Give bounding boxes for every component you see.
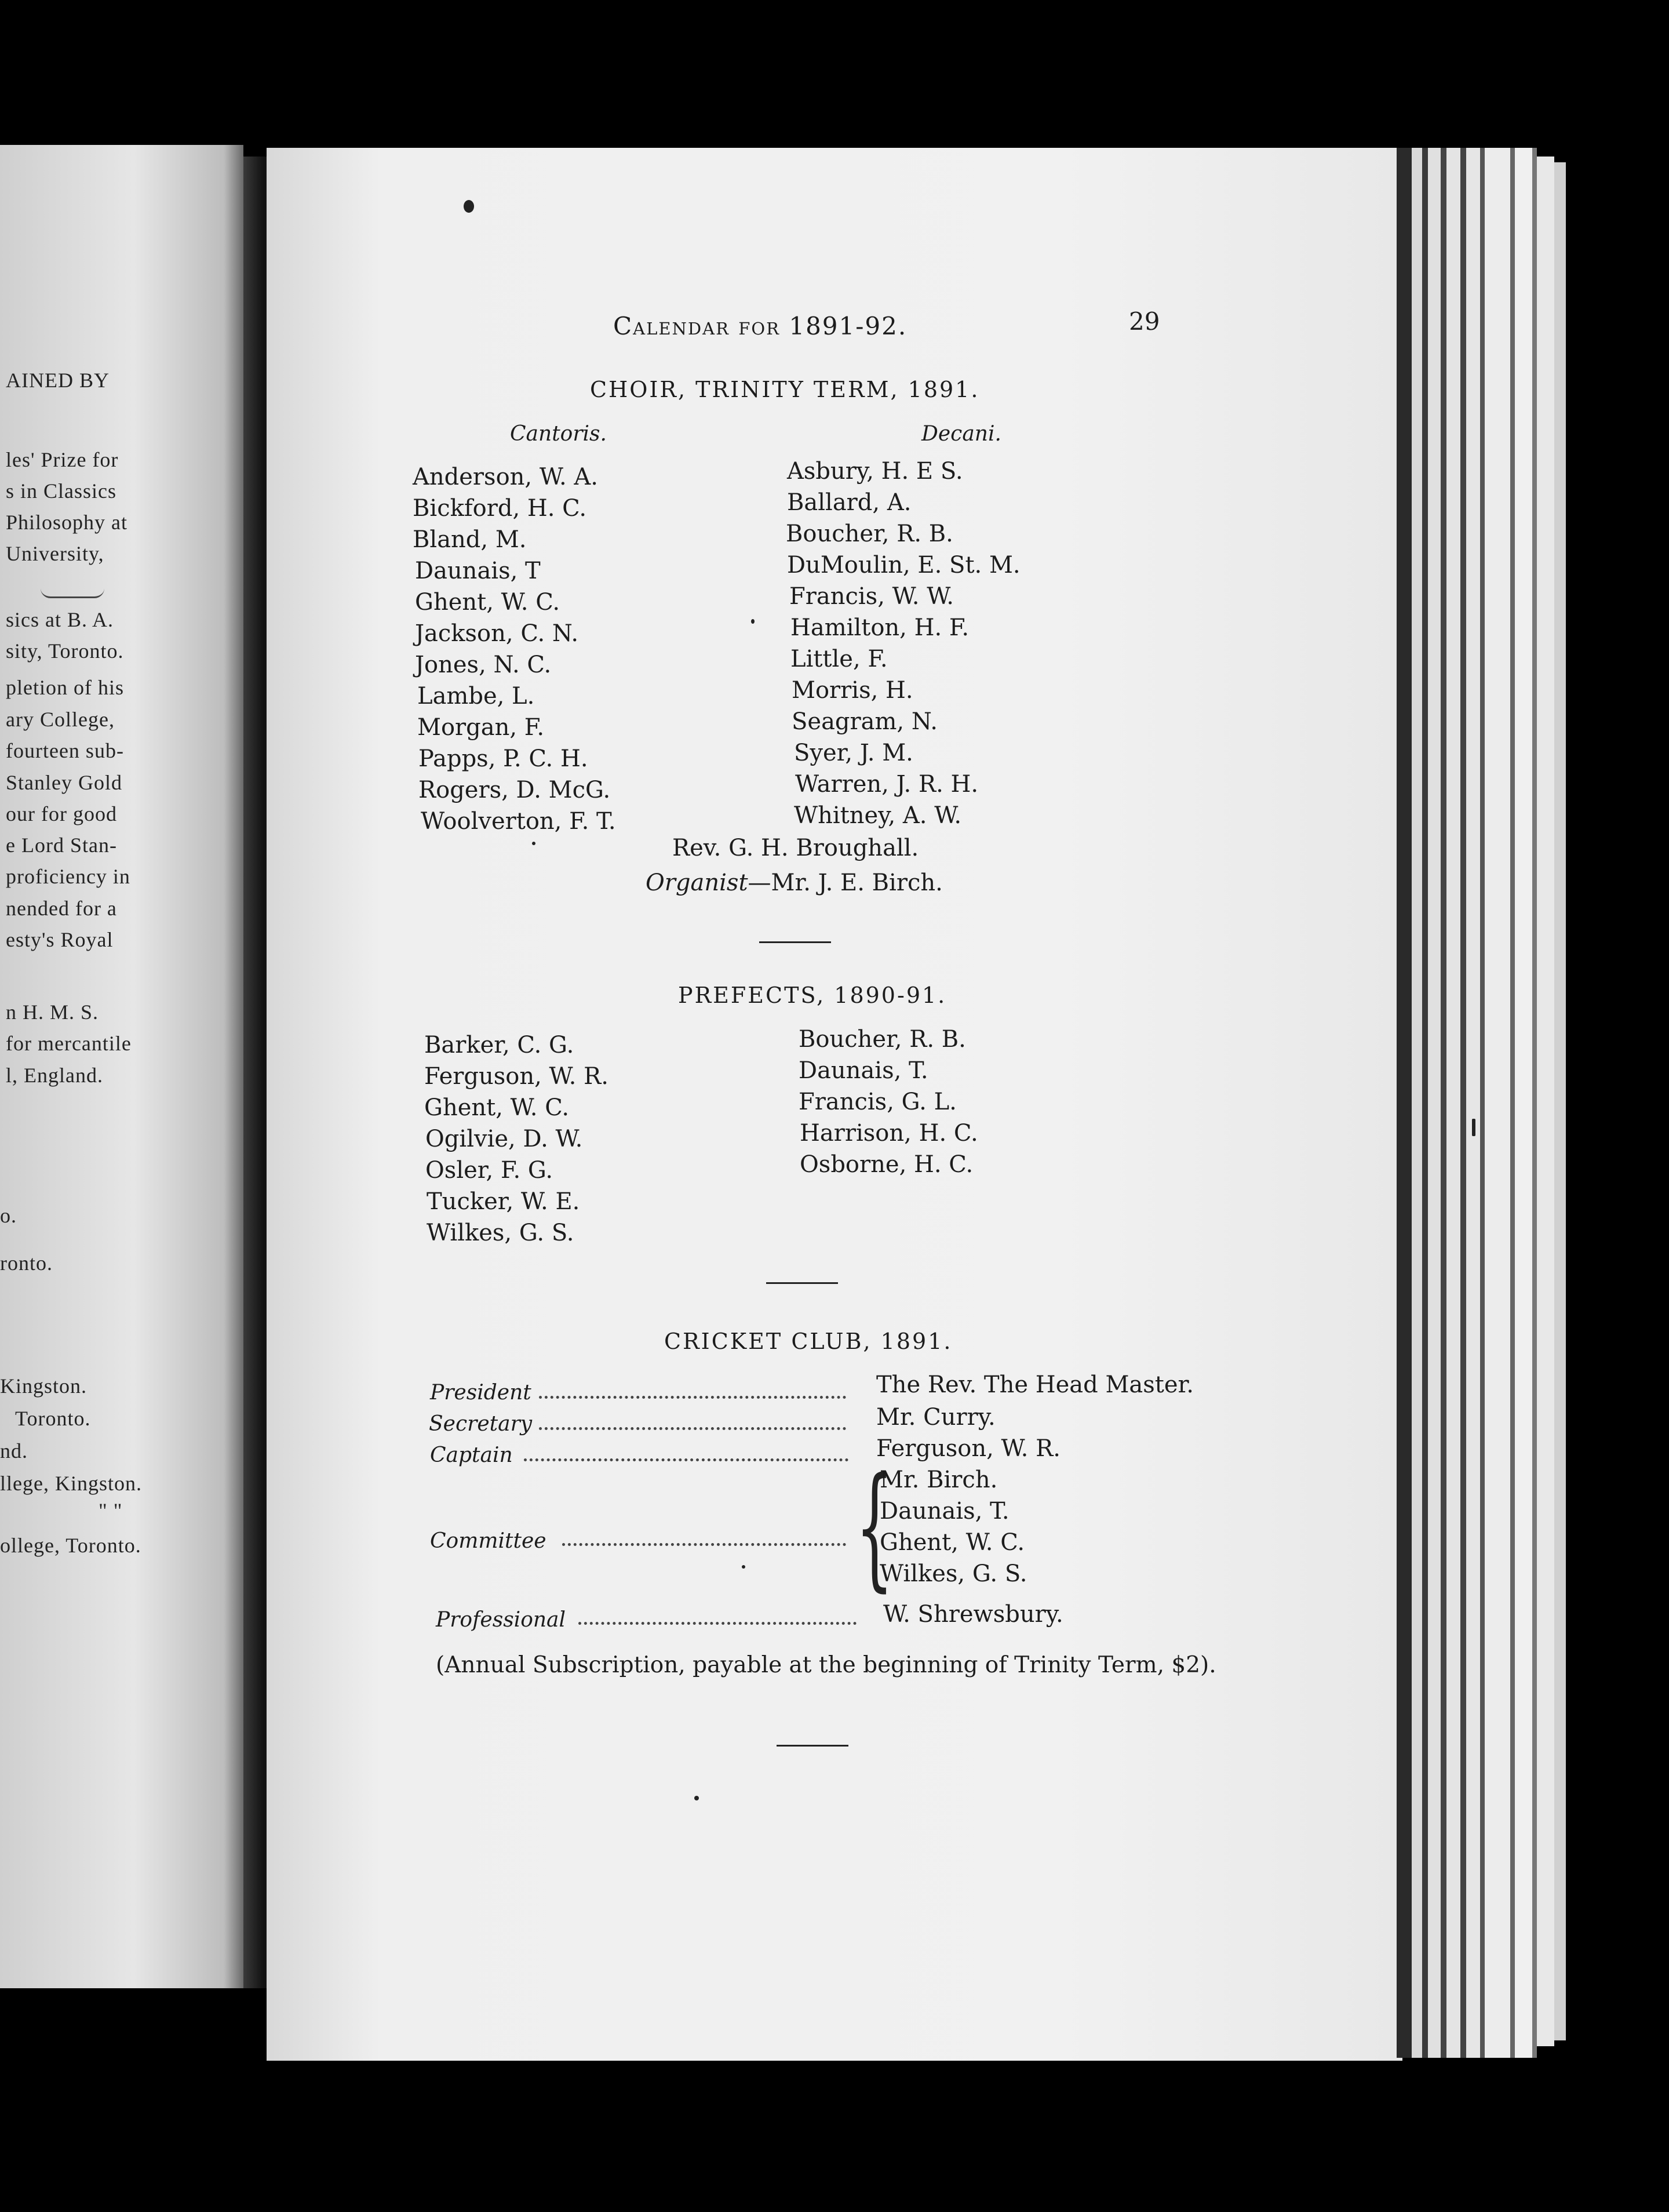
left-page-line: our for good	[6, 802, 117, 825]
committee-label: Committee	[430, 1529, 546, 1553]
left-page-line: nd.	[0, 1439, 28, 1462]
left-page-line: ollege, Toronto.	[0, 1534, 141, 1557]
page-edge	[1510, 148, 1515, 2058]
left-page-line: esty's Royal	[6, 928, 114, 951]
left-page-line: Stanley Gold	[6, 771, 122, 794]
left-page-line: l, England.	[6, 1064, 103, 1087]
left-page-line: ronto.	[0, 1251, 53, 1275]
subscription-note: (Annual Subscription, payable at the beginning of Trinity Term, $2).	[436, 1652, 1216, 1678]
ink-speck	[464, 200, 474, 213]
cantoris-member: Papps, P. C. H.	[418, 745, 588, 772]
left-page-line: Philosophy at	[6, 511, 128, 534]
left-page-line: fourteen sub-	[6, 739, 124, 762]
cantoris-member: Anderson, W. A.	[413, 464, 598, 490]
president-label: President	[430, 1381, 531, 1405]
page-edge	[1422, 148, 1428, 2058]
prefect-right: Harrison, H. C.	[800, 1120, 978, 1147]
cantoris-member: Jackson, C. N.	[415, 620, 579, 647]
prefect-left: Osler, F. G.	[425, 1157, 553, 1184]
section-divider	[777, 1745, 848, 1747]
prefect-left: Wilkes, G. S.	[427, 1220, 574, 1246]
page-edge	[1446, 148, 1460, 2058]
prefect-left: Tucker, W. E.	[427, 1188, 580, 1215]
prefects-title: PREFECTS, 1890-91.	[678, 983, 947, 1008]
committee-member: Mr. Birch.	[880, 1467, 998, 1493]
choir-clergy: Rev. G. H. Broughall.	[672, 835, 919, 861]
page-edge	[1466, 148, 1480, 2058]
left-page-line: nended for a	[6, 897, 117, 920]
secretary-label: Secretary	[429, 1412, 533, 1436]
prefect-right: Osborne, H. C.	[800, 1151, 974, 1178]
left-page-line: AINED BY	[6, 369, 110, 392]
choir-title: CHOIR, TRINITY TERM, 1891.	[590, 377, 980, 402]
cantoris-member: Bickford, H. C.	[413, 495, 587, 522]
captain-value: Ferguson, W. R.	[876, 1435, 1061, 1462]
decani-member: Hamilton, H. F.	[790, 614, 970, 641]
page-edge	[1537, 157, 1554, 2046]
organist-label: Organist	[646, 869, 748, 896]
decani-member: Syer, J. M.	[794, 740, 913, 766]
left-page-line: e Lord Stan-	[6, 834, 117, 857]
cantoris-member: Jones, N. C.	[415, 652, 552, 678]
ink-speck	[532, 842, 535, 845]
prefect-right: Boucher, R. B.	[799, 1026, 966, 1053]
prefect-left: Ferguson, W. R.	[424, 1063, 608, 1090]
decani-member: Seagram, N.	[792, 708, 938, 735]
ink-speck	[751, 619, 755, 624]
cantoris-member: Morgan, F.	[417, 714, 545, 741]
committee-brace: {	[855, 1450, 894, 1605]
professional-value: W. Shrewsbury.	[883, 1601, 1063, 1628]
leader-dots	[578, 1622, 857, 1625]
left-page-line: sity, Toronto.	[6, 639, 124, 663]
page-number: 29	[1129, 307, 1160, 336]
organist-value: —Mr. J. E. Birch.	[748, 869, 943, 896]
cantoris-member: Daunais, T	[415, 558, 541, 584]
decani-member: Ballard, A.	[787, 489, 912, 516]
section-divider	[759, 941, 831, 943]
prefect-right: Francis, G. L.	[799, 1089, 957, 1115]
decani-heading: Decani.	[921, 422, 1001, 446]
cantoris-member: Ghent, W. C.	[415, 589, 560, 616]
left-page-line: o.	[0, 1204, 17, 1227]
left-page-line: University,	[6, 542, 104, 565]
left-page-line: for mercantile	[6, 1032, 132, 1055]
ink-flourish	[41, 588, 104, 598]
page-edge	[1460, 148, 1466, 2058]
captain-label: Captain	[430, 1443, 513, 1467]
committee-member: Wilkes, G. S.	[880, 1560, 1027, 1587]
prefect-left: Ogilvie, D. W.	[425, 1126, 583, 1152]
ink-speck	[694, 1796, 699, 1800]
decani-member: Francis, W. W.	[789, 583, 954, 610]
cantoris-member: Lambe, L.	[417, 683, 535, 710]
left-page-line: Toronto.	[15, 1407, 91, 1430]
page-edge	[1428, 148, 1441, 2058]
left-page-line: llege, Kingston.	[0, 1472, 142, 1495]
section-divider	[766, 1282, 838, 1284]
cantoris-heading: Cantoris.	[510, 422, 607, 446]
page-edge	[1412, 148, 1422, 2058]
page-edge	[1532, 148, 1537, 2058]
decani-member: Whitney, A. W.	[794, 802, 962, 829]
decani-member: Little, F.	[790, 646, 888, 672]
prefect-left: Barker, C. G.	[424, 1032, 574, 1058]
cantoris-member: Rogers, D. McG.	[418, 777, 611, 803]
leader-dots	[524, 1458, 848, 1461]
committee-member: Ghent, W. C.	[880, 1529, 1025, 1556]
professional-label: Professional	[436, 1608, 566, 1632]
running-title: Calendar for 1891-92.	[613, 312, 908, 340]
left-page-line: s in Classics	[6, 479, 117, 503]
page-edge	[1554, 162, 1566, 2040]
left-page-line: " "	[99, 1499, 123, 1522]
left-page-line: Kingston.	[0, 1374, 88, 1398]
decani-member: DuMoulin, E. St. M.	[787, 552, 1021, 579]
page-edges	[1397, 148, 1412, 2058]
decani-member: Asbury, H. E S.	[787, 458, 963, 485]
page-edge	[1485, 148, 1510, 2058]
committee-member: Daunais, T.	[880, 1498, 1010, 1525]
cricket-title: CRICKET CLUB, 1891.	[664, 1329, 953, 1354]
left-page-line: sics at B. A.	[6, 608, 114, 631]
secretary-value: Mr. Curry.	[876, 1404, 996, 1431]
prefect-right: Daunais, T.	[799, 1057, 928, 1084]
leader-dots	[562, 1543, 846, 1546]
page-edge	[1441, 148, 1446, 2058]
decani-member: Morris, H.	[792, 677, 913, 704]
leader-dots	[539, 1427, 846, 1430]
ink-speck	[742, 1565, 745, 1569]
left-page-line: proficiency in	[6, 865, 130, 888]
page-edge	[1480, 148, 1485, 2058]
leader-dots	[539, 1396, 846, 1399]
left-page-line: pletion of his	[6, 676, 124, 699]
decani-member: Boucher, R. B.	[786, 521, 953, 547]
left-page-line: n H. M. S.	[6, 1001, 99, 1024]
ink-speck	[1472, 1119, 1475, 1136]
left-page-line: les' Prize for	[6, 448, 119, 471]
president-value: The Rev. The Head Master.	[876, 1371, 1194, 1398]
page-edge	[1515, 148, 1532, 2058]
left-page-line: ary College,	[6, 708, 115, 731]
cantoris-member: Woolverton, F. T.	[421, 808, 616, 835]
cantoris-member: Bland, M.	[413, 526, 527, 553]
organist-line	[646, 869, 943, 896]
left-facing-page	[0, 145, 243, 1988]
decani-member: Warren, J. R. H.	[795, 771, 979, 798]
prefect-left: Ghent, W. C.	[424, 1094, 570, 1121]
